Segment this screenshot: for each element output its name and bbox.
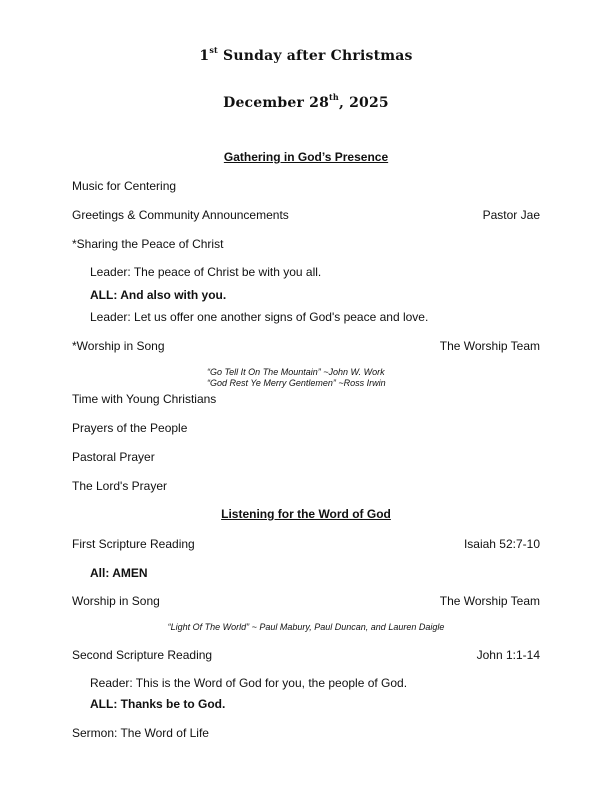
item-label: *Sharing the Peace of Christ [72,237,224,251]
item-worship-in-song-2 [72,593,540,609]
date-suffix: , 2025 [338,95,389,111]
item-first-reading [72,536,540,552]
section-heading-listening: Listening for the Word of God [221,507,391,521]
peace-response: ALL: And also with you. [90,288,227,302]
item-prayers-people [72,420,540,436]
song-title-3: “Light Of The World” ~ Paul Mabury, Paul Duncan, and Lauren Daigle [167,622,445,632]
scripture-reference: Isaiah 52:7-10 [463,537,540,551]
song-text: “Go Tell It On The Mountain” ~John W. Work [207,367,385,377]
song-text: “God Rest Ye Merry Gentlemen” ~Ross Irwin [207,378,386,388]
item-young-christians [72,391,540,407]
item-worship-in-song-1 [72,338,540,354]
date-prefix: December 28 [223,95,330,111]
peace-leader-line-2: Leader: Let us offer one another signs of God's peace and love. [90,310,429,324]
item-sharing-peace [72,236,540,252]
item-leader: Pastor Jae [482,208,540,222]
item-label: Prayers of the People [72,421,188,435]
reading-response: ALL: Thanks be to God. [90,697,226,711]
section-heading-gathering: Gathering in God’s Presence [223,150,389,164]
item-label: Sermon: The Word of Life [72,726,209,740]
item-second-reading [72,647,540,663]
item-leader: The Worship Team [439,339,540,353]
title-text: Sunday after Christmas [217,48,413,64]
item-label: Pastoral Prayer [72,450,155,464]
item-label: Greetings & Community Announcements [72,208,289,222]
item-label: The Lord's Prayer [72,479,167,493]
item-music-centering [72,178,540,194]
amen-response: All: AMEN [90,566,148,580]
item-label: First Scripture Reading [72,537,195,551]
item-leader: The Worship Team [439,594,540,608]
peace-leader-line-1: Leader: The peace of Christ be with you all. [90,265,322,279]
item-label: Worship in Song [72,594,160,608]
scripture-reference: John 1:1-14 [476,648,540,662]
item-label: *Worship in Song [72,339,165,353]
title-ordinal: st [209,45,218,55]
service-date [0,92,612,111]
item-greetings [72,207,540,223]
title-number: 1 [199,48,210,64]
item-pastoral-prayer [72,449,540,465]
item-label: Second Scripture Reading [72,648,213,662]
item-label: Music for Centering [72,179,177,193]
service-title [0,45,612,64]
item-sermon [72,725,540,741]
reader-line: Reader: This is the Word of God for you, the people of God. [90,676,408,690]
date-ordinal: th [329,92,339,102]
item-label: Time with Young Christians [72,392,217,406]
item-lords-prayer [72,478,540,494]
